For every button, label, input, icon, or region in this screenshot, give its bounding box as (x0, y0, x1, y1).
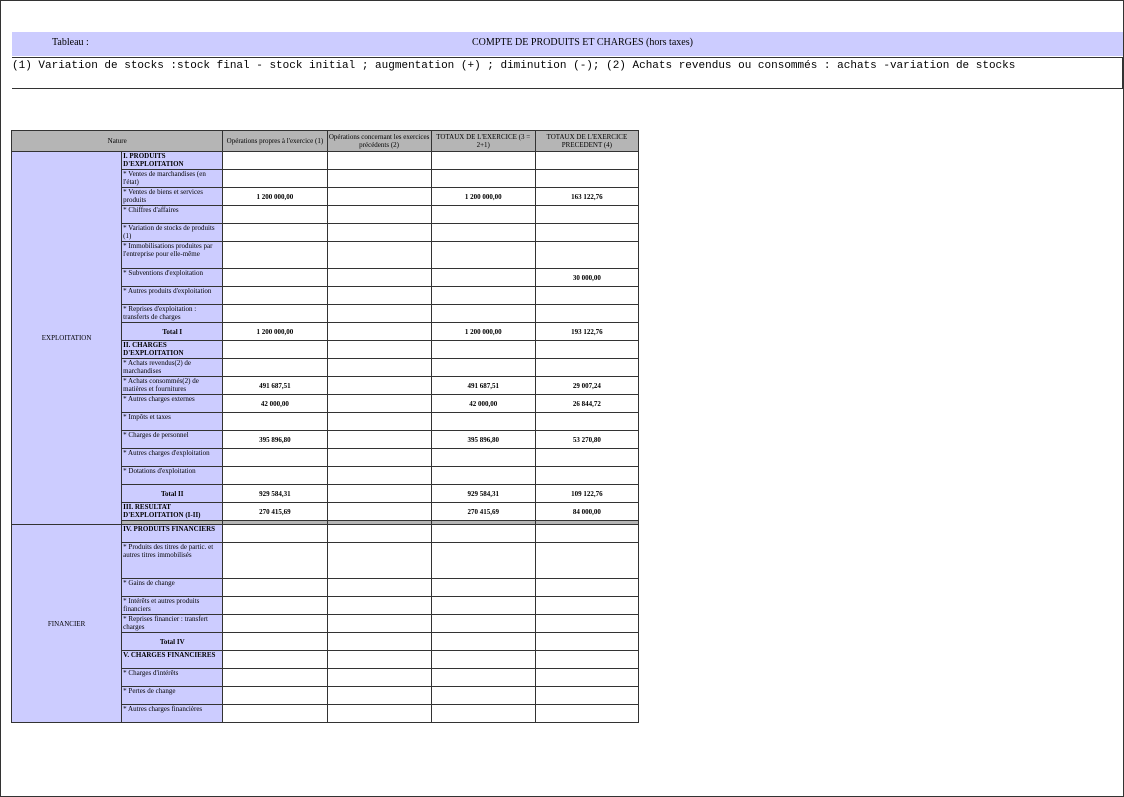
section-label: FINANCIER (12, 525, 122, 723)
value-cell (327, 449, 431, 467)
row-label: * Impôts et taxes (122, 413, 223, 431)
value-cell (535, 449, 638, 467)
row-label: * Autres charges externes (122, 395, 223, 413)
value-cell: 109 122,76 (535, 485, 638, 503)
row-label: * Dotations d'exploitation (122, 467, 223, 485)
value-cell (327, 305, 431, 323)
value-cell (223, 413, 327, 431)
value-cell (223, 224, 327, 242)
value-cell (327, 467, 431, 485)
value-cell: 1 200 000,00 (223, 323, 327, 341)
value-cell (535, 615, 638, 633)
value-cell (431, 633, 535, 651)
value-cell (431, 170, 535, 188)
value-cell (431, 413, 535, 431)
value-cell (327, 287, 431, 305)
row-label: * Reprises d'exploitation : transferts de charges (122, 305, 223, 323)
value-cell (535, 651, 638, 669)
value-cell: 42 000,00 (223, 395, 327, 413)
value-cell (431, 449, 535, 467)
value-cell (327, 597, 431, 615)
value-cell: 42 000,00 (431, 395, 535, 413)
value-cell (535, 413, 638, 431)
row-label: * Subventions d'exploitation (122, 269, 223, 287)
value-cell (223, 206, 327, 224)
value-cell (535, 152, 638, 170)
value-cell (535, 206, 638, 224)
value-cell (327, 323, 431, 341)
value-cell (431, 206, 535, 224)
value-cell (327, 503, 431, 521)
value-cell (431, 242, 535, 269)
value-cell (327, 224, 431, 242)
value-cell (431, 287, 535, 305)
value-cell (431, 152, 535, 170)
value-cell (327, 615, 431, 633)
value-cell: 1 200 000,00 (431, 323, 535, 341)
row-label: V. CHARGES FINANCIERES (122, 651, 223, 669)
value-cell (431, 224, 535, 242)
value-cell: 270 415,69 (431, 503, 535, 521)
row-label: II. CHARGES D'EXPLOITATION (122, 341, 223, 359)
page-title: COMPTE DE PRODUITS ET CHARGES (hors taxes) (472, 37, 693, 48)
value-cell (327, 413, 431, 431)
value-cell (223, 633, 327, 651)
row-label: * Autres produits d'exploitation (122, 287, 223, 305)
row-label: * Immobilisations produites par l'entreprise pour elle-même (122, 242, 223, 269)
value-cell (223, 449, 327, 467)
value-cell: 491 687,51 (223, 377, 327, 395)
row-label: * Produits des titres de partic. et autres titres immobilisés (122, 543, 223, 579)
value-cell: 395 896,80 (431, 431, 535, 449)
row-label: * Pertes de change (122, 687, 223, 705)
row-label: * Autres charges d'exploitation (122, 449, 223, 467)
value-cell: 26 844,72 (535, 395, 638, 413)
value-cell (327, 431, 431, 449)
value-cell (223, 305, 327, 323)
row-label: * Achats revendus(2) de marchandises (122, 359, 223, 377)
value-cell (327, 188, 431, 206)
value-cell (535, 242, 638, 269)
value-cell (223, 705, 327, 723)
value-cell (431, 597, 535, 615)
value-cell: 193 122,76 (535, 323, 638, 341)
row-label: * Charges d'intérêts (122, 669, 223, 687)
value-cell (223, 579, 327, 597)
value-cell (535, 287, 638, 305)
column-header: Opérations concernant les exercices précédents (2) (327, 131, 431, 152)
value-cell: 84 000,00 (535, 503, 638, 521)
value-cell (223, 525, 327, 543)
notes-box (12, 57, 1123, 89)
row-label: * Variation de stocks de produits (1) (122, 224, 223, 242)
value-cell (431, 305, 535, 323)
column-header: TOTAUX DE L'EXERCICE (3 = 2+1) (431, 131, 535, 152)
row-label: * Ventes de biens et services produits (122, 188, 223, 206)
value-cell (327, 152, 431, 170)
value-cell (327, 170, 431, 188)
value-cell (431, 579, 535, 597)
value-cell (223, 597, 327, 615)
value-cell (535, 669, 638, 687)
value-cell (223, 467, 327, 485)
value-cell: 53 270,80 (535, 431, 638, 449)
value-cell (327, 543, 431, 579)
value-cell: 929 584,31 (431, 485, 535, 503)
row-label: * Achats consommés(2) de matières et fournitures (122, 377, 223, 395)
value-cell: 1 200 000,00 (223, 188, 327, 206)
value-cell (431, 467, 535, 485)
value-cell (327, 395, 431, 413)
column-header: Opérations propres à l'exercice (1) (223, 131, 327, 152)
value-cell (327, 341, 431, 359)
table-header-row (12, 131, 639, 152)
value-cell (431, 341, 535, 359)
value-cell (327, 359, 431, 377)
value-cell (223, 287, 327, 305)
value-cell (431, 269, 535, 287)
value-cell (223, 269, 327, 287)
value-cell (327, 206, 431, 224)
value-cell (327, 669, 431, 687)
column-header: TOTAUX DE L'EXERCICE PRECEDENT (4) (535, 131, 638, 152)
value-cell: 491 687,51 (431, 377, 535, 395)
table-label: Tableau : (52, 37, 89, 48)
value-cell (223, 669, 327, 687)
value-cell (535, 525, 638, 543)
value-cell (535, 224, 638, 242)
accounts-table (11, 130, 639, 723)
table-row (12, 152, 639, 170)
value-cell (431, 687, 535, 705)
value-cell (327, 705, 431, 723)
value-cell (327, 651, 431, 669)
value-cell (431, 359, 535, 377)
value-cell (223, 651, 327, 669)
value-cell (535, 705, 638, 723)
value-cell (327, 633, 431, 651)
value-cell (431, 543, 535, 579)
value-cell (223, 341, 327, 359)
row-label: IV. PRODUITS FINANCIERS (122, 525, 223, 543)
row-label: * Autres charges financières (122, 705, 223, 723)
notes-text: (1) Variation de stocks :stock final - stock initial ; augmentation (+) ; diminution (-); (2) Achats revendus ou consommés : achats -variation de stocks (12, 60, 1016, 72)
value-cell (223, 359, 327, 377)
value-cell: 395 896,80 (223, 431, 327, 449)
row-label: * Intérêts et autres produits financiers (122, 597, 223, 615)
column-header: Nature (12, 131, 223, 152)
row-label: Total I (122, 323, 223, 341)
row-label: * Reprises financier : transfert charges (122, 615, 223, 633)
value-cell: 30 000,00 (535, 269, 638, 287)
value-cell (431, 705, 535, 723)
value-cell: 270 415,69 (223, 503, 327, 521)
value-cell (535, 687, 638, 705)
value-cell (535, 543, 638, 579)
value-cell (223, 170, 327, 188)
row-label: * Ventes de marchandises (en l'état) (122, 170, 223, 188)
row-label: * Gains de change (122, 579, 223, 597)
value-cell (431, 669, 535, 687)
value-cell (223, 242, 327, 269)
row-label: * Charges de personnel (122, 431, 223, 449)
value-cell: 163 122,76 (535, 188, 638, 206)
value-cell (431, 615, 535, 633)
row-label: III. RESULTAT D'EXPLOITATION (I-II) (122, 503, 223, 521)
value-cell (535, 633, 638, 651)
value-cell (327, 377, 431, 395)
value-cell: 929 584,31 (223, 485, 327, 503)
value-cell (535, 597, 638, 615)
value-cell (327, 525, 431, 543)
value-cell (535, 170, 638, 188)
row-label: * Chiffres d'affaires (122, 206, 223, 224)
value-cell (223, 152, 327, 170)
value-cell (327, 485, 431, 503)
value-cell (327, 579, 431, 597)
section-label: EXPLOITATION (12, 152, 122, 525)
row-label: Total IV (122, 633, 223, 651)
value-cell (535, 579, 638, 597)
value-cell (223, 615, 327, 633)
value-cell (327, 242, 431, 269)
table-row (12, 525, 639, 543)
title-bar (12, 32, 1123, 56)
value-cell (431, 651, 535, 669)
value-cell: 1 200 000,00 (431, 188, 535, 206)
value-cell (431, 525, 535, 543)
value-cell (535, 341, 638, 359)
value-cell (327, 269, 431, 287)
value-cell (223, 687, 327, 705)
row-label: I. PRODUITS D'EXPLOITATION (122, 152, 223, 170)
value-cell (223, 543, 327, 579)
value-cell (327, 687, 431, 705)
value-cell (535, 467, 638, 485)
value-cell (535, 359, 638, 377)
value-cell (535, 305, 638, 323)
row-label: Total II (122, 485, 223, 503)
value-cell: 29 007,24 (535, 377, 638, 395)
